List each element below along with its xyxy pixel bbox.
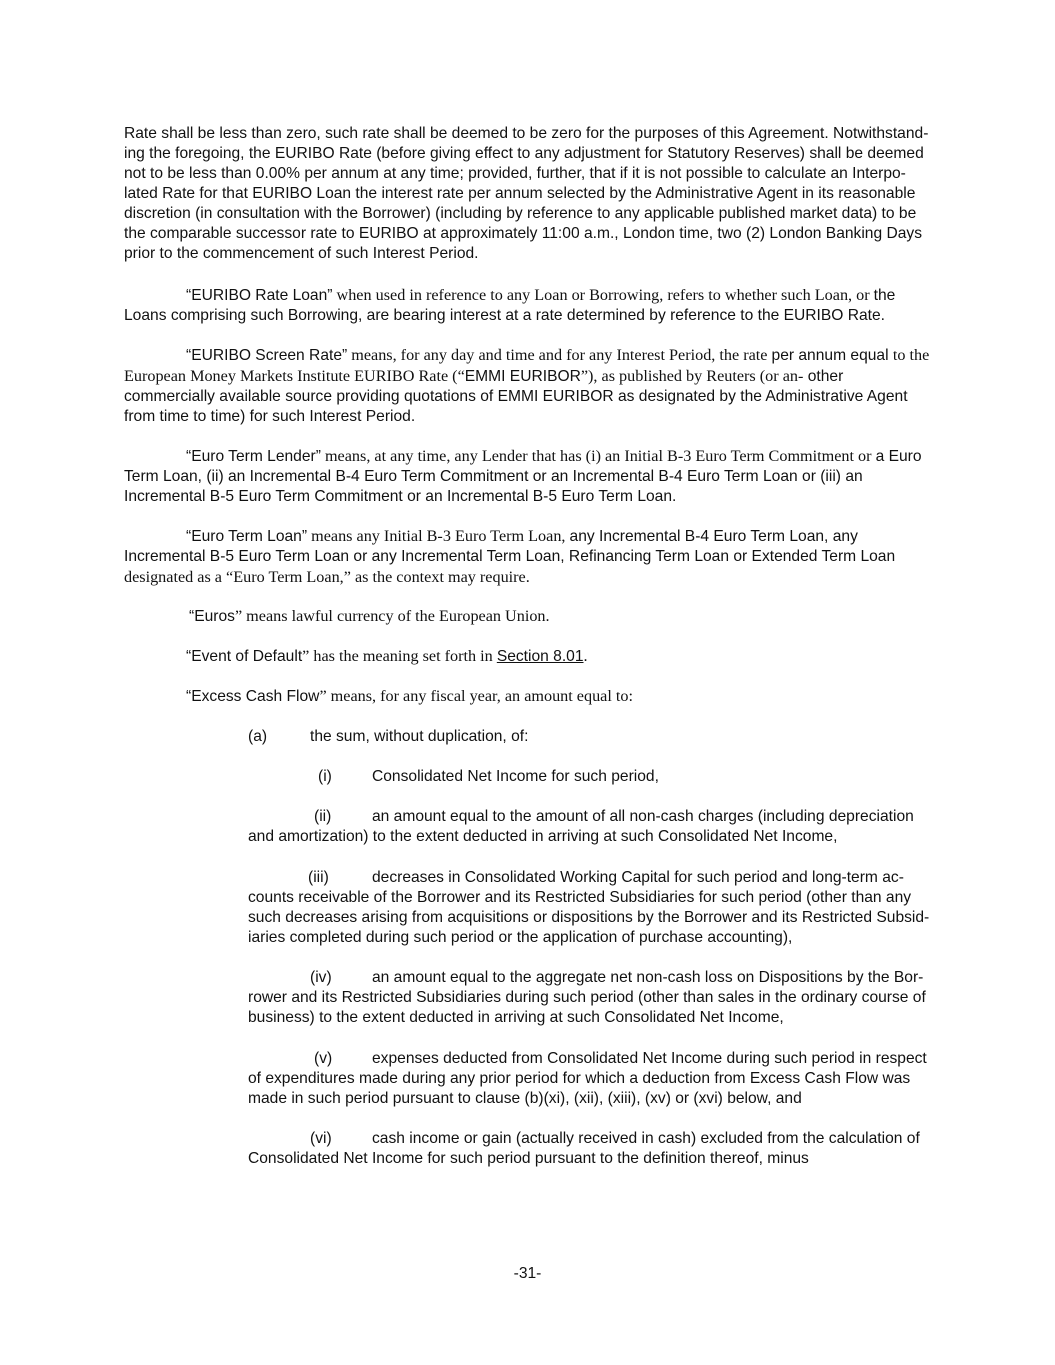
definition-euribo-screen-rate (124, 345, 932, 427)
definition-text: designated as a “Euro Term Loan,” as the context may require. (124, 568, 530, 586)
definition-text: means, for any day and time and for any Interest Period, the rate (347, 346, 772, 364)
definition-text: EMMI EURIBOR (464, 368, 581, 385)
definition-text: ” means lawful currency of the European Union. (234, 607, 550, 625)
definition-text: a Euro Term Loan, (ii) an Incremental B-4 Euro Term Commitment or an Incremental B-4 Euro Term Loan or (iii) an Incremental B-5 Euro Term Commitment or an Incremental B-5 Euro Term Loan. (124, 448, 922, 505)
list-item-iv (248, 968, 938, 1028)
paragraph-text: Rate shall be less than zero, such rate shall be deemed to be zero for the purposes of this Agreement. Notwithstand-ing the foregoing, the EURIBO Rate (before giving effect to any adjustment for Statutory Reserves) shall be deemed not to be less than 0.00% per annum at any time; provided, further, that if it is not possible to calculate an Interpo-lated Rate for that EURIBO Loan the interest rate per annum selected by the Administrative Agent in its reasonable discretion (in consultation with the Borrower) (including by reference to any applicable published market data) to be the comparable successor rate to EURIBO at approximately 11:00 a.m., London time, two (2) London Banking Days prior to the commencement of such Interest Period. (124, 125, 929, 262)
definition-text: ”), as published by Reuters (or an- (580, 367, 804, 385)
list-label: (ii) (314, 808, 332, 825)
list-item-vi (248, 1129, 938, 1169)
defined-term: “Euro Term Loan” (186, 528, 308, 545)
definition-text: to the European Money Markets Institute EURIBO Rate (“ (124, 346, 930, 385)
definition-text: means any Initial B-3 Euro Term Loan, (307, 527, 570, 545)
list-item-v (248, 1049, 938, 1109)
definition-text: . (583, 647, 588, 665)
definition-excess-cash-flow (124, 686, 932, 707)
definition-text: the Loans comprising such Borrowing, are bearing interest at a rate determined by reference to the EURIBO Rate. (124, 287, 896, 324)
list-label: (i) (318, 768, 332, 785)
list-item-iii (248, 868, 938, 948)
page-number: -31- (513, 1265, 542, 1282)
list-text-continued: rower and its Restricted Subsidiaries during such period (other than sales in the ordinary course of business) to the extent deducted in arriving at such Consolidated Net Income, (248, 989, 926, 1026)
definition-text: any Incremental B-4 Euro Term Loan, any Incremental B-5 Euro Term Loan or any Incremental Term Loan, Refinancing Term Loan or Extended Term Loan (124, 528, 896, 565)
list-label: (vi) (310, 1130, 332, 1147)
definition-euros (124, 606, 932, 627)
definition-euribo-rate-loan (124, 285, 932, 326)
definition-text: ” means, for any fiscal year, an amount equal to: (319, 687, 633, 705)
list-text: decreases in Consolidated Working Capital for such period and long-term ac- (372, 869, 904, 886)
list-label: (iii) (308, 869, 329, 886)
defined-term: “Euro Term Lender” (186, 448, 321, 465)
list-text-continued: counts receivable of the Borrower and its Restricted Subsidiaries for such period (other than any such decreases arising from acquisitions or dispositions by the Borrower and its Restricted Subsid-iaries completed during such period or the application of purchase accounting), (248, 889, 930, 946)
list-text: cash income or gain (actually received in cash) excluded from the calculation of (372, 1130, 920, 1147)
definition-text: per annum equal (771, 347, 893, 364)
list-text: the sum, without duplication, of: (310, 728, 529, 745)
list-item-a (248, 727, 938, 747)
definition-euro-term-lender (124, 446, 932, 507)
list-label: (iv) (310, 969, 332, 986)
list-text: an amount equal to the amount of all non-cash charges (including depreciation (372, 808, 914, 825)
section-reference: Section 8.01 (496, 648, 584, 665)
list-item-ii (248, 807, 938, 847)
list-item-i (248, 767, 938, 787)
list-label: (v) (314, 1050, 333, 1067)
list-text: an amount equal to the aggregate net non-cash loss on Dispositions by the Bor- (372, 969, 924, 986)
list-text-continued: of expenditures made during any prior period for which a deduction from Excess Cash Flow was made in such period pursuant to clause (b)(xi), (xii), (xiii), (xv) or (xvi) below, and (248, 1070, 911, 1107)
definition-text: other commercially available source providing quotations of EMMI EURIBOR as designated by the Administrative Agent from time to time) for such Interest Period. (124, 368, 908, 425)
list-text-continued: and amortization) to the extent deducted in arriving at such Consolidated Net Income, (248, 828, 838, 845)
definition-euro-term-loan (124, 526, 932, 588)
defined-term: “Event of Default (186, 648, 303, 665)
paragraph-euribo-rate-continued (124, 124, 932, 264)
defined-term: “EURIBO Screen Rate” (186, 347, 348, 364)
list-label: (a) (248, 728, 268, 745)
defined-term: “Excess Cash Flow (186, 688, 320, 705)
defined-term: “EURIBO Rate Loan” (186, 287, 333, 304)
definition-event-of-default (124, 646, 932, 667)
definition-text: means, at any time, any Lender that has (i) an Initial B-3 Euro Term Commitment or (320, 447, 876, 465)
defined-term: “Euros (189, 608, 235, 625)
list-text-continued: Consolidated Net Income for such period pursuant to the definition thereof, minus (248, 1150, 809, 1167)
definition-text: ” has the meaning set forth in (302, 647, 497, 665)
definition-text: when used in reference to any Loan or Borrowing, refers to whether such Loan, or (332, 286, 874, 304)
list-text: Consolidated Net Income for such period, (372, 768, 659, 785)
list-text: expenses deducted from Consolidated Net Income during such period in respect (372, 1050, 927, 1067)
